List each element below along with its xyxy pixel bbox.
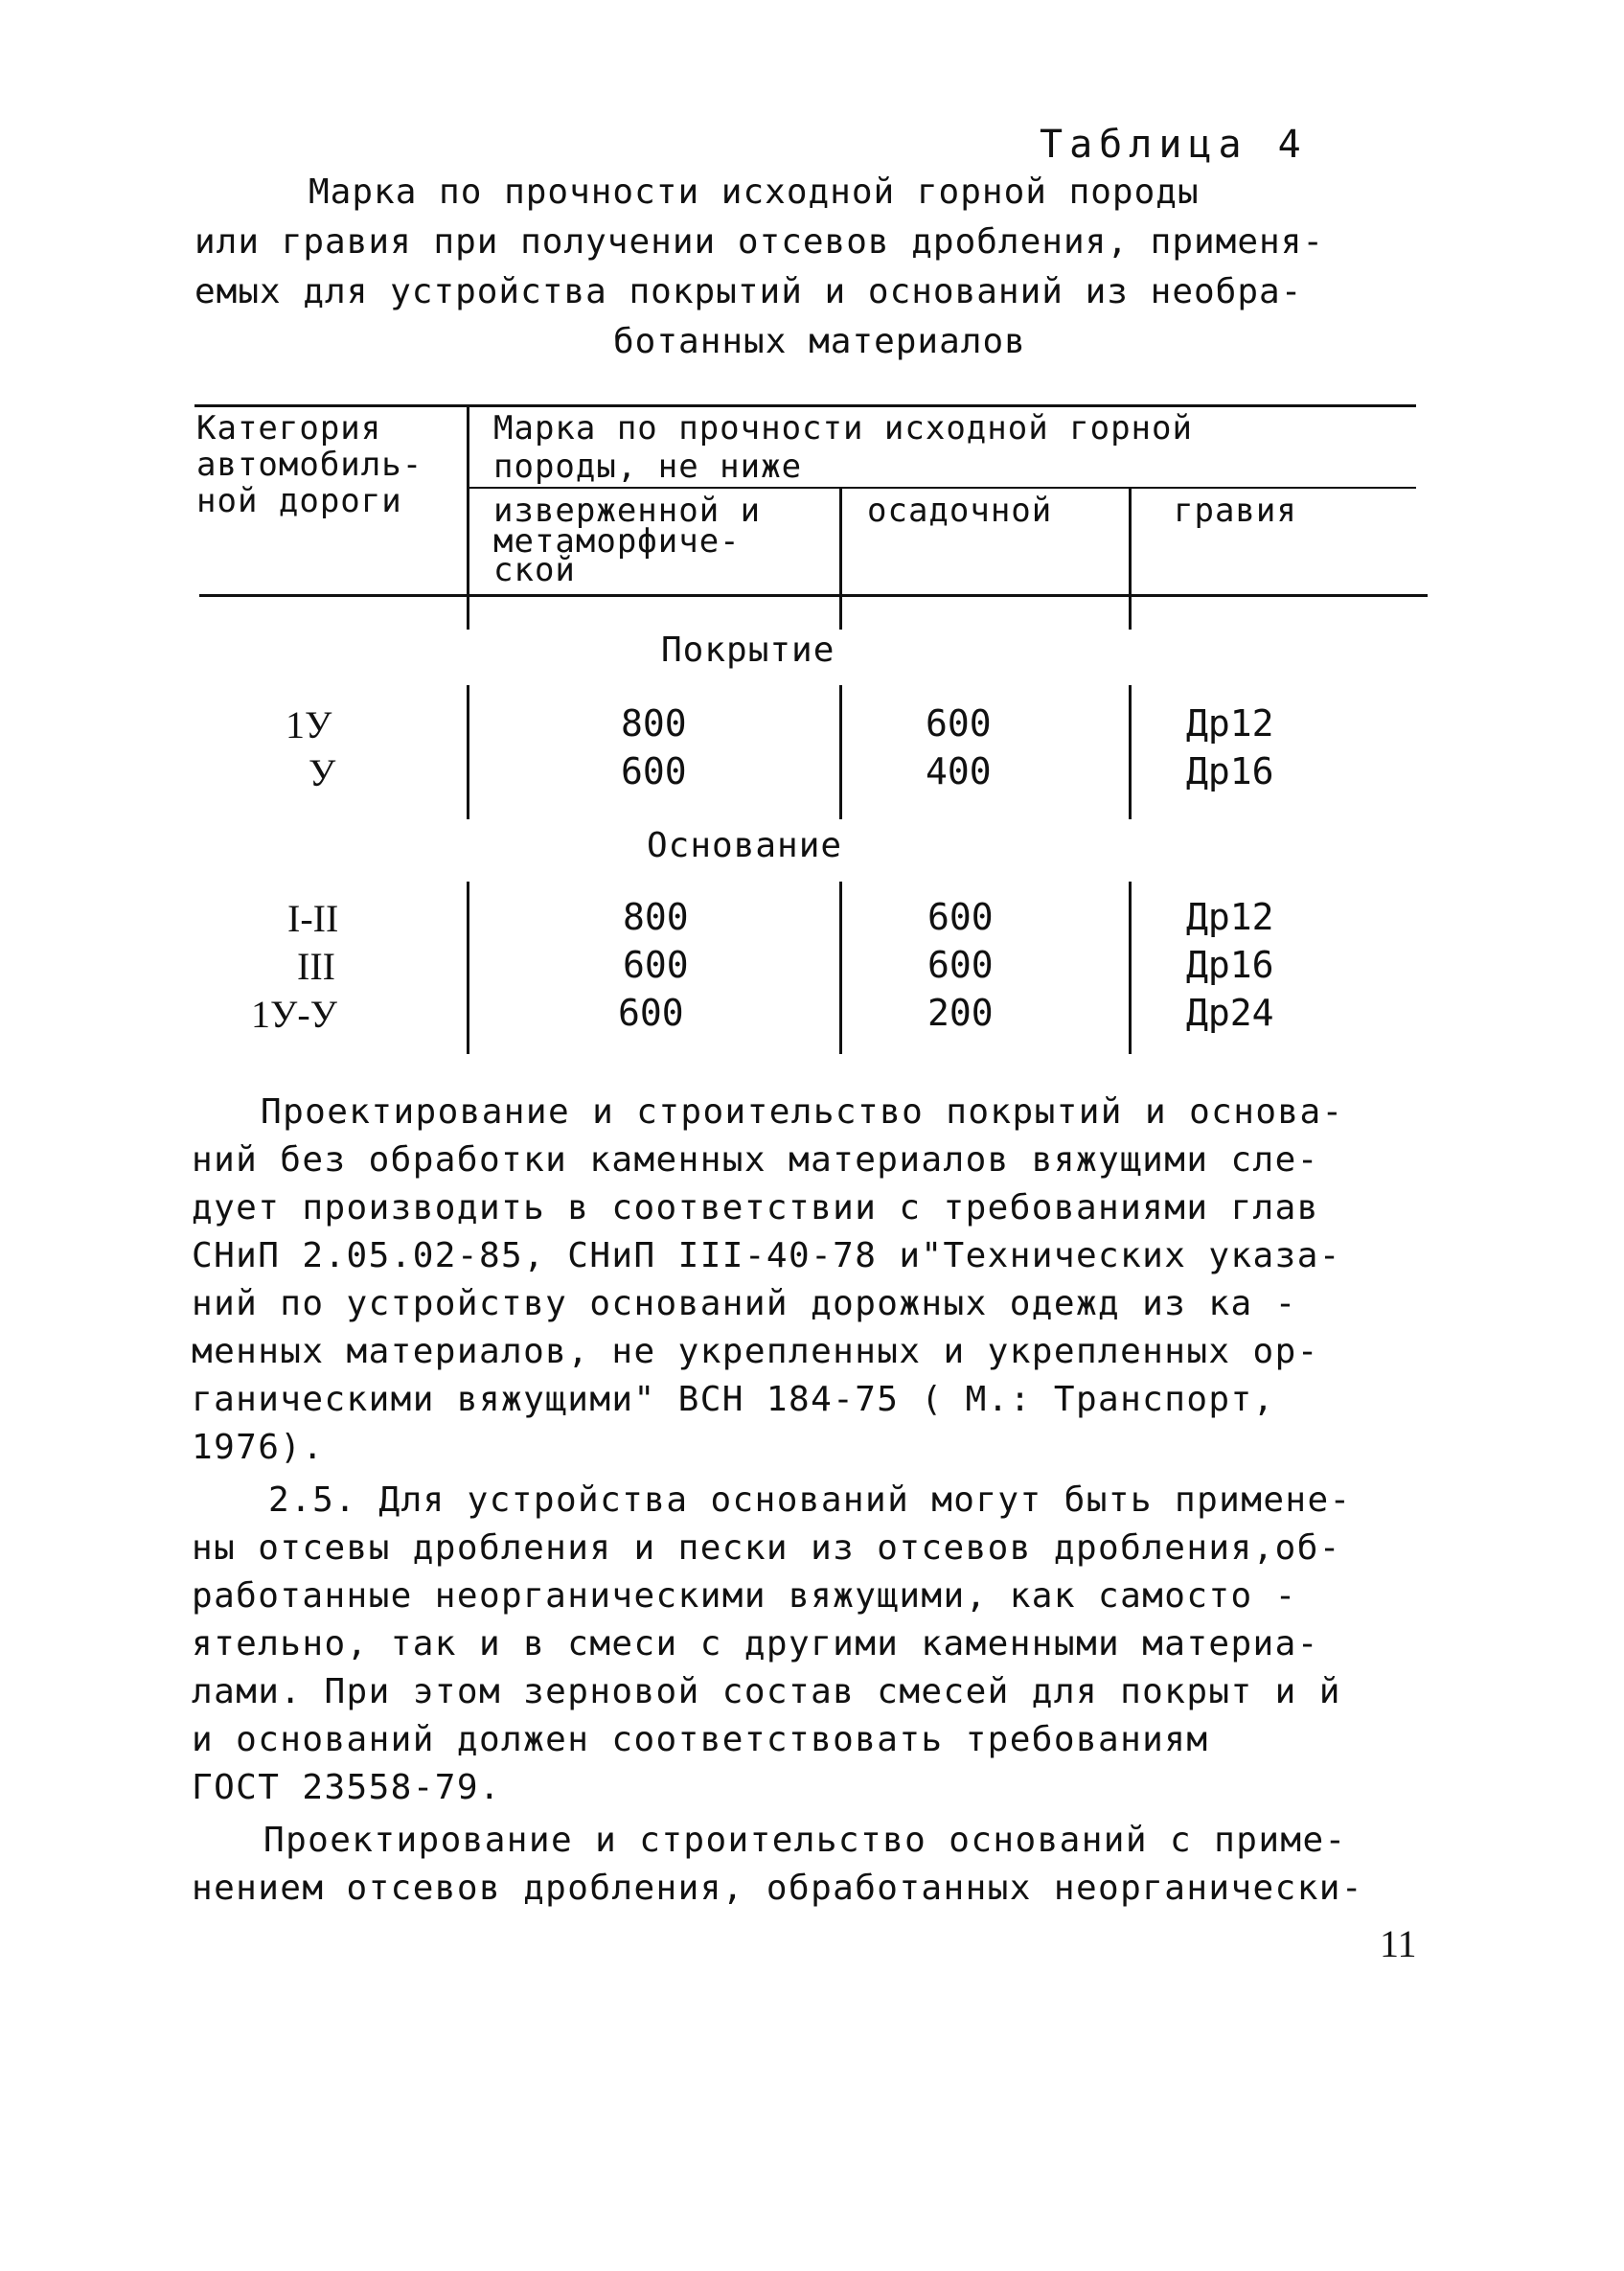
text-line: лами. При этом зерновой состав смесей для покрыт и й xyxy=(192,1672,1341,1711)
text-line: и оснований должен соответствовать требованиям xyxy=(192,1720,1209,1759)
table-col-divider xyxy=(1129,882,1132,1054)
cell-sedimentary: 400 xyxy=(926,750,992,792)
cell-gravel: Др24 xyxy=(1186,992,1274,1034)
cell-igneous: 600 xyxy=(623,944,689,986)
table-col-divider xyxy=(467,882,469,1054)
cell-igneous: 600 xyxy=(621,750,687,792)
cell-category: У xyxy=(309,751,336,794)
cell-category: I-II xyxy=(287,897,339,940)
table-col-divider xyxy=(467,407,469,630)
table-header-rule xyxy=(199,594,1428,597)
text-line: ганическими вяжущими" ВСН 184-75 ( М.: Транспорт, xyxy=(192,1380,1275,1419)
text-line: Проектирование и строительство покрытий и основа- xyxy=(261,1092,1344,1132)
table-col-divider xyxy=(839,489,842,630)
table-title-line-1: Марка по прочности исходной горной породы xyxy=(309,172,1200,212)
cell-igneous: 800 xyxy=(623,896,689,938)
table-title-line-4: ботанных материалов xyxy=(613,322,1026,361)
page-number: 11 xyxy=(1380,1922,1417,1965)
section-title: Основание xyxy=(647,826,843,865)
cell-category: 1У xyxy=(286,703,332,746)
text-line: ГОСТ 23558-79. xyxy=(192,1768,502,1807)
cell-category: III xyxy=(297,945,335,988)
table-col-divider xyxy=(839,685,842,819)
header-category-2: автомобиль- xyxy=(196,446,423,484)
section-title: Покрытие xyxy=(661,631,835,670)
text-line: СНиП 2.05.02-85, СНиП III-40-78 и"Технических указа- xyxy=(192,1236,1341,1275)
cell-gravel: Др12 xyxy=(1186,702,1274,745)
text-line: дует производить в соответствии с требованиями глав xyxy=(192,1188,1319,1227)
cell-gravel: Др12 xyxy=(1186,896,1274,938)
cell-igneous: 600 xyxy=(618,992,684,1034)
text-line: Проектирование и строительство оснований с приме- xyxy=(263,1821,1347,1860)
table-group-rule xyxy=(468,487,1416,489)
table-col-divider xyxy=(1129,685,1132,819)
header-igneous-2: метаморфиче- xyxy=(493,522,741,561)
cell-gravel: Др16 xyxy=(1186,944,1274,986)
cell-gravel: Др16 xyxy=(1186,750,1274,792)
text-line: работанные неорганическими вяжущими, как самосто - xyxy=(192,1576,1297,1616)
text-line: 2.5. Для устройства оснований могут быть примене- xyxy=(268,1480,1352,1520)
table-col-divider xyxy=(839,882,842,1054)
cell-igneous: 800 xyxy=(621,702,687,745)
table-col-divider xyxy=(1129,489,1132,630)
table-col-divider xyxy=(467,685,469,819)
header-igneous-3: ской xyxy=(493,551,576,589)
header-group-2: породы, не ниже xyxy=(493,447,803,486)
cell-sedimentary: 600 xyxy=(926,702,992,745)
text-line: ний без обработки каменных материалов вяжущими сле- xyxy=(192,1140,1319,1180)
text-line: нением отсевов дробления, обработанных неорганически- xyxy=(192,1869,1363,1908)
cell-sedimentary: 600 xyxy=(927,896,994,938)
table-number: Таблица 4 xyxy=(1040,123,1308,167)
header-gravel: гравия xyxy=(1174,492,1297,530)
text-line: ятельно, так и в смеси с другими каменными материа- xyxy=(192,1624,1319,1663)
cell-sedimentary: 600 xyxy=(927,944,994,986)
cell-sedimentary: 200 xyxy=(927,992,994,1034)
table-title-line-3: емых для устройства покрытий и оснований из необра- xyxy=(194,272,1303,311)
table-title-line-2: или гравия при получении отсевов дробления, применя- xyxy=(194,222,1325,262)
header-igneous-1: изверженной и xyxy=(493,492,762,530)
text-line: ний по устройству оснований дорожных одежд из ка - xyxy=(192,1284,1297,1323)
text-line: ны отсевы дробления и пески из отсевов дробления,об- xyxy=(192,1528,1341,1568)
table-top-rule xyxy=(194,404,1416,407)
header-category-1: Категория xyxy=(196,409,382,447)
text-line: менных материалов, не укрепленных и укрепленных ор- xyxy=(192,1332,1319,1371)
header-category-3: ной дороги xyxy=(196,482,402,520)
cell-category: 1У-У xyxy=(251,993,337,1036)
header-sedimentary: осадочной xyxy=(867,492,1053,530)
text-line: 1976). xyxy=(192,1428,325,1467)
header-group-1: Марка по прочности исходной горной xyxy=(493,409,1193,447)
